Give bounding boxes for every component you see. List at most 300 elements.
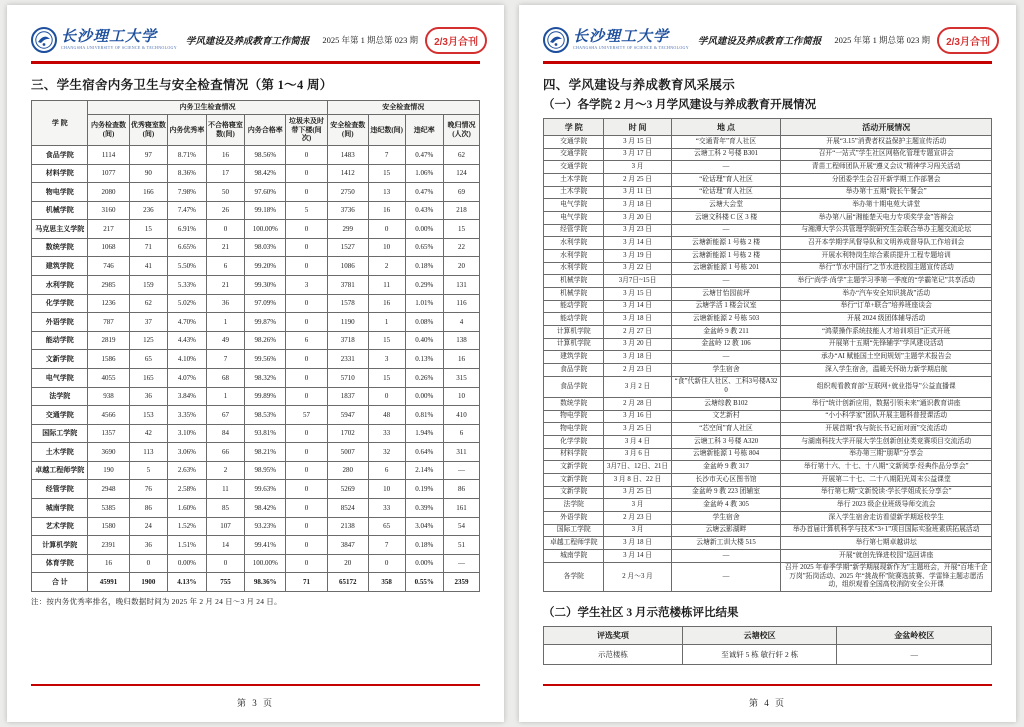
data-cell: 7.98% bbox=[168, 183, 207, 202]
table-row bbox=[544, 199, 992, 212]
data-cell: “小小科学家”团队开展主题科普授课活动 bbox=[781, 410, 992, 423]
data-cell: 99.30% bbox=[245, 276, 286, 295]
data-cell: 787 bbox=[88, 313, 129, 332]
table-row bbox=[32, 257, 480, 276]
column-header: 违纪数(间) bbox=[368, 114, 405, 145]
table-row bbox=[544, 499, 992, 512]
data-cell: 0.81% bbox=[405, 406, 444, 425]
data-cell: 1190 bbox=[327, 313, 368, 332]
data-cell: 4055 bbox=[88, 368, 129, 387]
activities-table bbox=[543, 118, 992, 592]
data-cell: 0 bbox=[286, 350, 327, 369]
data-cell: 云塘大会堂 bbox=[671, 199, 781, 212]
table-row bbox=[32, 517, 480, 536]
data-cell: 755 bbox=[206, 573, 245, 592]
data-cell: — bbox=[671, 161, 781, 174]
table-row bbox=[544, 397, 992, 410]
page-number: 第 4 页 bbox=[748, 698, 786, 708]
data-cell: 97 bbox=[129, 146, 168, 165]
data-cell: 2.58% bbox=[168, 480, 207, 499]
college-column-header: 学 院 bbox=[32, 101, 88, 146]
row-label-cell: 艺术学院 bbox=[32, 517, 88, 536]
data-cell: 98.95% bbox=[245, 461, 286, 480]
data-cell: — bbox=[671, 549, 781, 562]
data-cell: “砼话理”育人社区 bbox=[671, 174, 781, 187]
data-cell: 云塘新工训大楼 515 bbox=[671, 537, 781, 550]
data-cell: 0 bbox=[286, 443, 327, 462]
data-cell: 云塘综教 B102 bbox=[671, 397, 781, 410]
data-cell: 承办“AI 赋能国土空间规划”主题学术报告会 bbox=[781, 351, 992, 364]
data-cell: 2 bbox=[368, 257, 405, 276]
data-cell: 3 月 17 日 bbox=[604, 148, 671, 161]
data-cell: 学生宿舍 bbox=[671, 511, 781, 524]
column-header: 内务检查数(间) bbox=[88, 114, 129, 145]
row-label-cell: 水利学院 bbox=[544, 250, 604, 263]
data-cell: 云塘新能源 1 号栋 201 bbox=[671, 262, 781, 275]
data-cell: 15 bbox=[444, 220, 480, 239]
table-row bbox=[544, 524, 992, 537]
data-cell: 41 bbox=[129, 257, 168, 276]
data-cell: 0.47% bbox=[405, 146, 444, 165]
data-cell: 云塘新能源 1 号栋 2 楼 bbox=[671, 250, 781, 263]
table-row bbox=[544, 313, 992, 326]
data-cell: 3 月 4 日 bbox=[604, 435, 671, 448]
data-cell: 5.33% bbox=[168, 276, 207, 295]
data-cell: 与湘潭大学公共管理学院研究生会联合举办主题交流论坛 bbox=[781, 224, 992, 237]
data-cell: 8.36% bbox=[168, 164, 207, 183]
data-cell: 37 bbox=[129, 313, 168, 332]
data-cell: 3 月 25 日 bbox=[604, 423, 671, 436]
data-cell: 0 bbox=[286, 183, 327, 202]
data-cell: 5385 bbox=[88, 498, 129, 517]
data-cell: 33 bbox=[368, 424, 405, 443]
data-cell: 99.63% bbox=[245, 480, 286, 499]
data-cell: 0.00% bbox=[168, 554, 207, 573]
data-cell: 6.91% bbox=[168, 220, 207, 239]
data-cell: 100.00% bbox=[245, 554, 286, 573]
column-header: 违纪率 bbox=[405, 114, 444, 145]
data-cell: 71 bbox=[286, 573, 327, 592]
data-cell: 280 bbox=[327, 461, 368, 480]
data-cell: 0 bbox=[286, 480, 327, 499]
data-cell: 3.04% bbox=[405, 517, 444, 536]
data-cell: 0 bbox=[368, 554, 405, 573]
data-cell: 97.09% bbox=[245, 294, 286, 313]
data-cell: 至诚轩 5 栋 敏行轩 2 栋 bbox=[682, 645, 837, 665]
award-table bbox=[543, 626, 992, 665]
row-label-cell: 食品学院 bbox=[32, 146, 88, 165]
data-cell: 15 bbox=[129, 220, 168, 239]
data-cell: 3 月 8 日、22 日 bbox=[604, 473, 671, 486]
data-cell: 2 月 27 日 bbox=[604, 326, 671, 339]
column-header: 内务合格率 bbox=[245, 114, 286, 145]
data-cell: 99.20% bbox=[245, 257, 286, 276]
column-header: 学 院 bbox=[544, 119, 604, 136]
data-cell: 98.53% bbox=[245, 406, 286, 425]
data-cell: 1578 bbox=[327, 294, 368, 313]
data-cell: 410 bbox=[444, 406, 480, 425]
data-cell: 举办“汽车安全知识挑战”活动 bbox=[781, 288, 992, 301]
data-cell: 6 bbox=[286, 331, 327, 350]
data-cell: 开展水利特岗生综合素质提升工程专题培训 bbox=[781, 250, 992, 263]
table-row bbox=[544, 326, 992, 339]
table-row bbox=[544, 537, 992, 550]
data-cell: 10 bbox=[368, 238, 405, 257]
data-cell: 举办首届计算机科学与技术“3+1”项目国际实验班素质拓展活动 bbox=[781, 524, 992, 537]
data-cell: 1.52% bbox=[168, 517, 207, 536]
data-cell: 7 bbox=[206, 350, 245, 369]
university-name: 长沙理工大学 bbox=[573, 29, 670, 45]
data-cell: 开展 2024 级团体辅导活动 bbox=[781, 313, 992, 326]
row-label-cell: 化学学院 bbox=[32, 294, 88, 313]
data-cell: 51 bbox=[444, 536, 480, 555]
data-cell: 99.87% bbox=[245, 313, 286, 332]
data-cell: 36 bbox=[206, 294, 245, 313]
data-cell: 20 bbox=[327, 554, 368, 573]
university-name: 长沙理工大学 bbox=[61, 29, 158, 45]
table-row bbox=[544, 549, 992, 562]
data-cell: 举办第三期“朋辈”分享会 bbox=[781, 448, 992, 461]
data-cell: 5.50% bbox=[168, 257, 207, 276]
data-cell: 7 bbox=[368, 146, 405, 165]
data-cell: “砼话理”育人社区 bbox=[671, 186, 781, 199]
table-row bbox=[544, 511, 992, 524]
data-cell: 3 bbox=[368, 350, 405, 369]
data-cell: 举行“尚学·尚学”主题学习季第一季度的“学霸笔记”共享活动 bbox=[781, 275, 992, 288]
data-cell: “芯空间”育人社区 bbox=[671, 423, 781, 436]
row-label-cell: 电气学院 bbox=[544, 199, 604, 212]
row-label-cell: 能动学院 bbox=[544, 313, 604, 326]
data-cell: 1.94% bbox=[405, 424, 444, 443]
data-cell: 5947 bbox=[327, 406, 368, 425]
data-cell: 36 bbox=[129, 387, 168, 406]
data-cell: 99.56% bbox=[245, 350, 286, 369]
table-row bbox=[32, 164, 480, 183]
data-cell: 0.08% bbox=[405, 313, 444, 332]
data-cell: 3月7日~15日 bbox=[604, 275, 671, 288]
data-cell: 45991 bbox=[88, 573, 129, 592]
row-label-cell: 交通学院 bbox=[32, 406, 88, 425]
safety-group-header: 安全检查情况 bbox=[327, 101, 479, 115]
row-label-cell: 计算机学院 bbox=[32, 536, 88, 555]
data-cell: 66 bbox=[206, 443, 245, 462]
data-cell: 云塘学活 1 楼会议室 bbox=[671, 300, 781, 313]
data-cell: 16 bbox=[368, 201, 405, 220]
university-name-block bbox=[61, 30, 177, 50]
row-label-cell: 合 计 bbox=[32, 573, 88, 592]
data-cell: 10 bbox=[368, 480, 405, 499]
data-cell: 0 bbox=[286, 498, 327, 517]
row-label-cell: 国际工学院 bbox=[544, 524, 604, 537]
data-cell: 85 bbox=[206, 498, 245, 517]
column-header: 不合格寝室数(间) bbox=[206, 114, 245, 145]
data-cell: 3 月 23 日 bbox=[604, 224, 671, 237]
data-cell: 0.00% bbox=[405, 554, 444, 573]
data-cell: 举行“节水中国行”之节水进校园主题宣传活动 bbox=[781, 262, 992, 275]
row-label-cell: 建筑学院 bbox=[544, 351, 604, 364]
data-cell: 4.43% bbox=[168, 331, 207, 350]
data-cell: 5710 bbox=[327, 368, 368, 387]
data-cell: 0 bbox=[286, 294, 327, 313]
data-cell: — bbox=[444, 461, 480, 480]
data-cell: 14 bbox=[206, 536, 245, 555]
table-row bbox=[32, 498, 480, 517]
row-label-cell: 物电学院 bbox=[32, 183, 88, 202]
data-cell: 开展第十五期“先锋辅学”学风建设活动 bbox=[781, 338, 992, 351]
data-cell: 358 bbox=[368, 573, 405, 592]
table-row bbox=[32, 536, 480, 555]
table-row bbox=[32, 480, 480, 499]
table-row bbox=[544, 351, 992, 364]
data-cell: 1527 bbox=[327, 238, 368, 257]
data-cell: 166 bbox=[129, 183, 168, 202]
data-cell: 84 bbox=[206, 424, 245, 443]
data-cell: 云塘新能源 1 号栋 804 bbox=[671, 448, 781, 461]
data-cell: 0 bbox=[206, 554, 245, 573]
data-cell: 65 bbox=[129, 350, 168, 369]
data-cell: 69 bbox=[444, 183, 480, 202]
data-cell: 159 bbox=[129, 276, 168, 295]
data-cell: 0.18% bbox=[405, 257, 444, 276]
data-cell: 3.35% bbox=[168, 406, 207, 425]
data-cell: 云塘新能源 2 号栋 503 bbox=[671, 313, 781, 326]
table-row bbox=[544, 338, 992, 351]
data-cell: 2359 bbox=[444, 573, 480, 592]
table-row bbox=[544, 486, 992, 499]
table-row bbox=[544, 148, 992, 161]
page-4 bbox=[519, 5, 1016, 722]
row-label-cell: 机械学院 bbox=[544, 288, 604, 301]
data-cell: 2 月 23 日 bbox=[604, 511, 671, 524]
data-cell: 2138 bbox=[327, 517, 368, 536]
data-cell: 3 月 18 日 bbox=[604, 199, 671, 212]
data-cell: 开展“3.15”消费者权益保护主题宣传活动 bbox=[781, 136, 992, 149]
table-row bbox=[544, 275, 992, 288]
data-cell: 217 bbox=[88, 220, 129, 239]
data-cell: 4.13% bbox=[168, 573, 207, 592]
column-header: 安全检查数(间) bbox=[327, 114, 368, 145]
row-label-cell: 数统学院 bbox=[544, 397, 604, 410]
data-cell: 1068 bbox=[88, 238, 129, 257]
page-3 bbox=[7, 5, 504, 722]
data-cell: 6.65% bbox=[168, 238, 207, 257]
table-footnote: 注：按内务优秀率排名，晚归数据时间为 2025 年 2 月 24 日～3 月 24 日。 bbox=[31, 596, 282, 606]
data-cell: 金盆岭 9 教 317 bbox=[671, 461, 781, 474]
data-cell: 2750 bbox=[327, 183, 368, 202]
university-logo-icon bbox=[31, 27, 57, 53]
table-column-header-row bbox=[32, 114, 480, 145]
data-cell: 3 月 22 日 bbox=[604, 262, 671, 275]
data-cell: 98.21% bbox=[245, 443, 286, 462]
row-label-cell: 能动学院 bbox=[32, 331, 88, 350]
row-label-cell: 文新学院 bbox=[544, 473, 604, 486]
data-cell: 5269 bbox=[327, 480, 368, 499]
data-cell: 1900 bbox=[129, 573, 168, 592]
data-cell: 2 月 23 日 bbox=[604, 364, 671, 377]
inspection-table bbox=[31, 100, 480, 592]
data-cell: 0 bbox=[286, 387, 327, 406]
data-cell: 举行 2023 级企业班级导师交流会 bbox=[781, 499, 992, 512]
data-cell: 938 bbox=[88, 387, 129, 406]
data-cell: 0 bbox=[286, 368, 327, 387]
table-row bbox=[32, 406, 480, 425]
data-cell: 金盆岭 9 教 223 团辅室 bbox=[671, 486, 781, 499]
table-row bbox=[544, 250, 992, 263]
data-cell: 金盆岭 4 教 305 bbox=[671, 499, 781, 512]
data-cell: — bbox=[671, 275, 781, 288]
row-label-cell: 体育学院 bbox=[32, 554, 88, 573]
data-cell: 1086 bbox=[327, 257, 368, 276]
data-cell: — bbox=[671, 351, 781, 364]
data-cell: 311 bbox=[444, 443, 480, 462]
data-cell: — bbox=[671, 562, 781, 592]
column-header: 晚归情况(人次) bbox=[444, 114, 480, 145]
data-cell: 3 月 14 日 bbox=[604, 549, 671, 562]
data-cell: 与湖南科技大学开展大学生创新创业类竞赛项目交流活动 bbox=[781, 435, 992, 448]
row-label-cell: 外语学院 bbox=[32, 313, 88, 332]
data-cell: 3 月 bbox=[604, 161, 671, 174]
row-label-cell: 经管学院 bbox=[544, 224, 604, 237]
data-cell: 10 bbox=[444, 387, 480, 406]
table-row bbox=[544, 435, 992, 448]
data-cell: 4.10% bbox=[168, 350, 207, 369]
data-cell: 3 月 18 日 bbox=[604, 351, 671, 364]
data-cell: 2331 bbox=[327, 350, 368, 369]
row-label-cell: 文新学院 bbox=[32, 350, 88, 369]
data-cell: 1.06% bbox=[405, 164, 444, 183]
data-cell: 云塘工科 3 号楼 A320 bbox=[671, 435, 781, 448]
table-row bbox=[544, 300, 992, 313]
data-cell: 6 bbox=[368, 461, 405, 480]
data-cell: 131 bbox=[444, 276, 480, 295]
table-row bbox=[32, 238, 480, 257]
data-cell: 33 bbox=[368, 498, 405, 517]
data-cell: 0 bbox=[286, 554, 327, 573]
data-cell: 62 bbox=[129, 294, 168, 313]
data-cell: 0 bbox=[286, 257, 327, 276]
data-cell: 0.55% bbox=[405, 573, 444, 592]
data-cell: 15 bbox=[368, 368, 405, 387]
table-row bbox=[32, 554, 480, 573]
data-cell: 125 bbox=[129, 331, 168, 350]
data-cell: 17 bbox=[206, 164, 245, 183]
footer-rule bbox=[31, 684, 480, 686]
data-cell: 3 月 16 日 bbox=[604, 410, 671, 423]
data-cell: 13 bbox=[368, 183, 405, 202]
data-cell: 3 月 15 日 bbox=[604, 288, 671, 301]
data-cell: 3 月 2 日 bbox=[604, 376, 671, 397]
data-cell: 2 月～3 月 bbox=[604, 562, 671, 592]
data-cell: 0 bbox=[286, 164, 327, 183]
column-header: 垃圾未及时带下楼(间次) bbox=[286, 114, 327, 145]
data-cell: 0.00% bbox=[405, 220, 444, 239]
table-row bbox=[544, 212, 992, 225]
row-label-cell: 机械学院 bbox=[32, 201, 88, 220]
data-cell: 3 bbox=[286, 276, 327, 295]
data-cell: 21 bbox=[206, 276, 245, 295]
row-label-cell: 各学院 bbox=[544, 562, 604, 592]
data-cell: 99.41% bbox=[245, 536, 286, 555]
data-cell: 15 bbox=[368, 331, 405, 350]
row-label-cell: 国际工学院 bbox=[32, 424, 88, 443]
data-cell: 0.18% bbox=[405, 536, 444, 555]
row-label-cell: 卓越工程师学院 bbox=[32, 461, 88, 480]
data-cell: “食”代新住人社区、工科3号楼A320 bbox=[671, 376, 781, 397]
table-row bbox=[544, 161, 992, 174]
row-label-cell: 交通学院 bbox=[544, 161, 604, 174]
data-cell: 1077 bbox=[88, 164, 129, 183]
data-cell: 0.39% bbox=[405, 498, 444, 517]
data-cell: 98.26% bbox=[245, 331, 286, 350]
data-cell: 云塘甘怡园前坪 bbox=[671, 288, 781, 301]
data-cell: 0.13% bbox=[405, 350, 444, 369]
row-label-cell: 土木学院 bbox=[544, 186, 604, 199]
data-cell: 1114 bbox=[88, 146, 129, 165]
logo-group bbox=[543, 27, 689, 53]
data-cell: 65172 bbox=[327, 573, 368, 592]
data-cell: 2 月 25 日 bbox=[604, 174, 671, 187]
issue-number: 2025 年第 1 期总第 023 期 bbox=[322, 35, 419, 45]
data-cell: 24 bbox=[129, 517, 168, 536]
data-cell: 218 bbox=[444, 201, 480, 220]
data-cell: 11 bbox=[368, 276, 405, 295]
data-cell: 2 bbox=[206, 461, 245, 480]
row-label-cell: 水利学院 bbox=[544, 237, 604, 250]
table-group-header-row bbox=[32, 101, 480, 115]
row-label-cell: 城南学院 bbox=[544, 549, 604, 562]
data-cell: 3 月 25 日 bbox=[604, 486, 671, 499]
data-cell: 云塘云影湖畔 bbox=[671, 524, 781, 537]
data-cell: 3781 bbox=[327, 276, 368, 295]
bulletin-title: 学风建设及养成教育工作简报 bbox=[185, 37, 310, 47]
data-cell: 举行第七期卓越讲坛 bbox=[781, 537, 992, 550]
page-header bbox=[543, 23, 992, 57]
data-cell: — bbox=[444, 554, 480, 573]
section-title-showcase: 四、学风建设与养成教育风采展示 bbox=[543, 78, 736, 92]
data-cell: 107 bbox=[206, 517, 245, 536]
row-label-cell: 机械学院 bbox=[544, 275, 604, 288]
row-label-cell: 土木学院 bbox=[544, 174, 604, 187]
table-column-header-row bbox=[544, 119, 992, 136]
column-header: 活动开展情况 bbox=[781, 119, 992, 136]
data-cell: 90 bbox=[129, 164, 168, 183]
data-cell: 3 月 20 日 bbox=[604, 338, 671, 351]
data-cell: 315 bbox=[444, 368, 480, 387]
data-cell: 1 bbox=[368, 313, 405, 332]
data-cell: 8524 bbox=[327, 498, 368, 517]
data-cell: 0 bbox=[286, 517, 327, 536]
table-row bbox=[544, 410, 992, 423]
data-cell: 4566 bbox=[88, 406, 129, 425]
data-cell: 1357 bbox=[88, 424, 129, 443]
data-cell: 48 bbox=[368, 406, 405, 425]
data-cell: 开展第二十七、二十八期阳光周末公益课堂 bbox=[781, 473, 992, 486]
column-header: 评选奖项 bbox=[544, 627, 683, 645]
row-label-cell: 卓越工程师学院 bbox=[544, 537, 604, 550]
data-cell: 5.02% bbox=[168, 294, 207, 313]
data-cell: 98.56% bbox=[245, 146, 286, 165]
data-cell: 深入学生宿舍，温暖关怀助力新学期启航 bbox=[781, 364, 992, 377]
data-cell: 0 bbox=[286, 461, 327, 480]
table-row bbox=[32, 461, 480, 480]
data-cell: 3 月 6 日 bbox=[604, 448, 671, 461]
data-cell: 2 月 28 日 bbox=[604, 397, 671, 410]
data-cell: 0.47% bbox=[405, 183, 444, 202]
table-row bbox=[544, 376, 992, 397]
data-cell: 1586 bbox=[88, 350, 129, 369]
data-cell: 42 bbox=[129, 424, 168, 443]
data-cell: 1 bbox=[206, 387, 245, 406]
